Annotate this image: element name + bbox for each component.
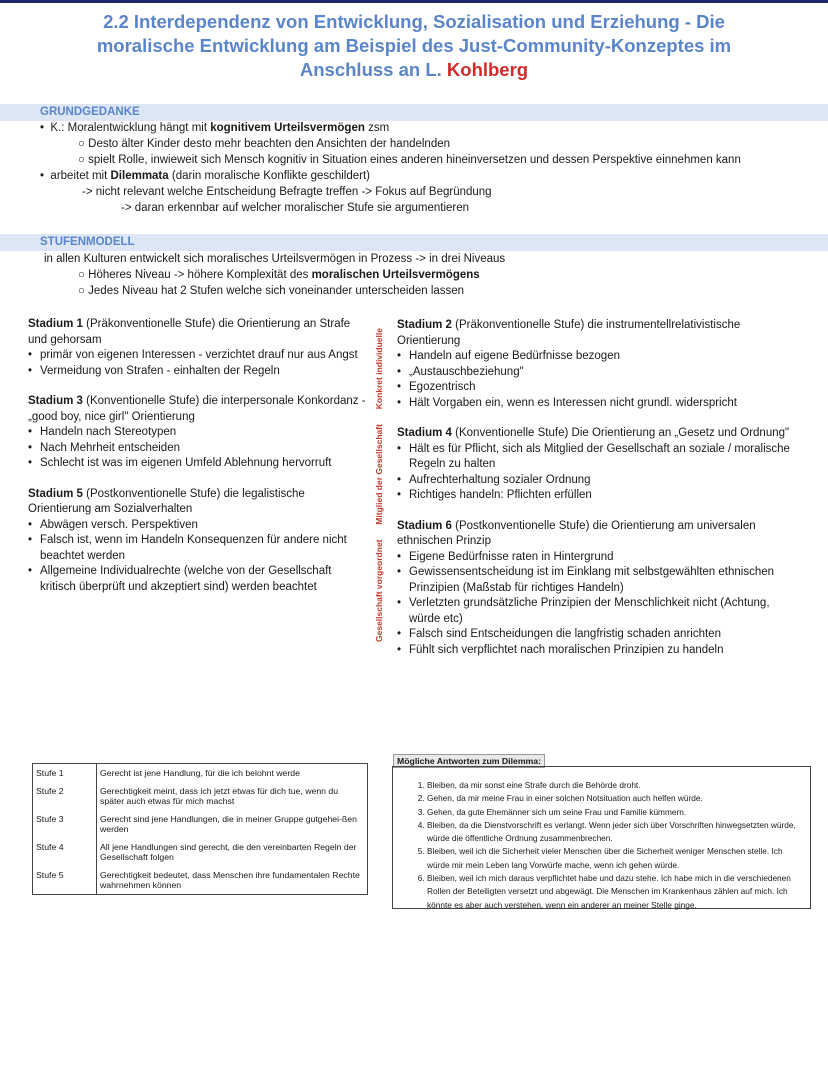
section-heading-grundgedanke: GRUNDGEDANKE — [40, 106, 140, 118]
grund-b1-pre: K.: Moralentwicklung hängt mit — [50, 122, 211, 134]
stadium-3-title: (Konventionelle Stufe) die interpersonale Konkordanz - „good boy, nice girl" Orientierung — [28, 395, 366, 423]
stadium-1-heading: Stadium 1 — [28, 318, 83, 330]
stufen-sub-1: ○ Höheres Niveau -> höhere Komplexität des moralischen Urteilsvermögens — [78, 269, 480, 281]
table-cell-key: Stufe 2 — [33, 782, 97, 810]
stufen-intro: in allen Kulturen entwickelt sich moralisches Urteilsvermögen in Prozess -> in drei Niveaus — [44, 253, 506, 265]
title-name: Kohlberg — [446, 59, 529, 80]
stadium-5-title: (Postkonventionelle Stufe) die legalistische Orientierung am Sozialverhalten — [28, 487, 305, 515]
list-item: • Hält es für Pflicht, sich als Mitglied der Gesellschaft an soziale / moralische Regeln zu halten — [397, 442, 792, 473]
list-item: • Abwägen versch. Perspektiven — [28, 518, 368, 534]
left-column — [28, 317, 368, 610]
grund-bullet-2: • arbeitet mit Dilemmata (darin moralische Konflikte geschildert) — [40, 170, 371, 182]
list-item: • Allgemeine Individualrechte (welche von der Gesellschaft kritisch überprüft und akzeptiert sind) werden beachtet — [28, 564, 368, 595]
stufen-table — [32, 763, 368, 895]
stadium-6-title: (Postkonventionelle Stufe) die Orientierung am universalen ethnischen Prinzip — [397, 519, 756, 547]
table-cell-value: Gerechtigkeit meint, dass ich jetzt etwas für dich tue, wenn du später auch etwas für mich machst — [100, 786, 339, 806]
stadium-2 — [397, 318, 792, 411]
dilemma-label: Mögliche Antworten zum Dilemma: — [393, 754, 545, 768]
table-cell-value: All jene Handlungen sind gerecht, die den vereinbarten Regeln der Gesellschaft folgen — [100, 842, 357, 862]
list-item: • Hält Vorgaben ein, wenn es Interessen nicht grundl. widerspricht — [397, 396, 792, 412]
grund-s1: Desto älter Kinder desto mehr beachten den Ansichten der handelnden — [88, 138, 451, 150]
stufen-s1-pre: Höheres Niveau -> höhere Komplexität des — [88, 269, 312, 281]
list-item: 5. Bleiben, weil ich die Sicherheit vieler Menschen über die Sicherheit weniger Menschen stelle. Ich würde mir mein Leben lang Vorwürfe mache, wenn ich gehen würde. — [427, 845, 800, 872]
list-item: • Fühlt sich verpflichtet nach moralischen Prinzipien zu handeln — [397, 643, 792, 659]
list-item: • Nach Mehrheit entscheiden — [28, 441, 368, 457]
list-item: • Gewissensentscheidung ist im Einklang mit selbstgewählten ethnischen Prinzipien (Maßstab für richtiges Handeln) — [397, 565, 792, 596]
vlabel-konkret: Konkret individuelle — [374, 328, 384, 410]
vlabel-mitglied: Mitglied der Gesellschaft — [374, 424, 384, 525]
grund-arrow-1: -> nicht relevant welche Entscheidung Befragte treffen -> Fokus auf Begründung — [82, 186, 492, 198]
stadium-1-title: (Präkonventionelle Stufe) die Orientierung an Strafe und gehorsam — [28, 318, 351, 346]
table-row — [33, 764, 368, 783]
list-item: 4. Bleiben, da die Dienstvorschrift es verlangt. Wenn jeder sich über Vorschriften hinwegsetzten würde, würde die öffentliche Ordnung zusammenbrechen. — [427, 819, 800, 846]
list-item: • primär von eigenen Interessen - verzichtet drauf nur aus Angst — [28, 348, 368, 364]
vertical-level-labels — [372, 328, 386, 642]
list-item: • Richtiges handeln: Pflichten erfüllen — [397, 488, 792, 504]
list-item: 2. Gehen, da mir meine Frau in einer solchen Notsituation auch helfen würde. — [427, 792, 800, 805]
section-band-stufenmodell — [0, 234, 828, 251]
stadium-4-title: (Konventionelle Stufe) Die Orientierung an „Gesetz und Ordnung" — [451, 427, 790, 439]
grund-sub-1: ○ Desto älter Kinder desto mehr beachten den Ansichten der handelnden — [78, 138, 451, 150]
table-cell-value: Gerecht sind jene Handlungen, die in meiner Gruppe gutgehei-ßen werden — [100, 814, 357, 834]
table-row — [33, 838, 368, 866]
grund-b2-pre: arbeitet mit — [50, 170, 111, 182]
stadium-6 — [397, 519, 792, 659]
section-band-grundgedanke — [0, 104, 828, 121]
stadium-3-heading: Stadium 3 — [28, 395, 83, 407]
stadium-4 — [397, 426, 792, 504]
dilemma-list — [409, 779, 800, 912]
page-title — [90, 10, 738, 82]
stadium-1 — [28, 317, 368, 379]
list-item: • Falsch ist, wenn im Handeln Konsequenzen für andere nicht beachtet werden — [28, 533, 368, 564]
table-cell-key: Stufe 3 — [33, 810, 97, 838]
list-item: • Schlecht ist was im eigenen Umfeld Ablehnung hervorruft — [28, 456, 368, 472]
section-heading-stufenmodell: STUFENMODELL — [40, 236, 135, 248]
list-item: 6. Bleiben, weil ich mich daraus verpflichtet habe und dazu stehe. Ich habe mich in die verschiedenen Rollen der Beteiligten versetzt und abgewägt. Die Menschen im Krankenhaus zählen auf mich. Ich könnte es aber auch verstehen, wenn ein anderer an meiner Stelle ginge. — [427, 872, 800, 912]
grund-sub-2: ○ spielt Rolle, inwieweit sich Mensch kognitiv in Situation eines anderen hineinversetzen und dessen Perspektive einnehmen kann — [78, 154, 741, 166]
stufen-s2: Jedes Niveau hat 2 Stufen welche sich voneinander unterscheiden lassen — [88, 285, 465, 297]
grund-b2-post: (darin moralische Konflikte geschildert) — [168, 170, 371, 182]
table-row — [33, 782, 368, 810]
stadium-2-heading: Stadium 2 — [397, 319, 452, 331]
table-cell-key: Stufe 4 — [33, 838, 97, 866]
list-item: • „Austauschbeziehung" — [397, 365, 792, 381]
vlabel-gesellschaft: Gesellschaft vorgeordnet — [374, 539, 384, 642]
list-item: • Falsch sind Entscheidungen die langfristig schaden anrichten — [397, 627, 792, 643]
stadium-3 — [28, 394, 368, 472]
stufen-s1-bold: moralischen Urteilsvermögens — [311, 269, 480, 281]
list-item: • Aufrechterhaltung sozialer Ordnung — [397, 473, 792, 489]
stufen-sub-2: ○ Jedes Niveau hat 2 Stufen welche sich voneinander unterscheiden lassen — [78, 285, 465, 297]
stadium-5-heading: Stadium 5 — [28, 487, 83, 500]
grund-b1-post: zsm — [364, 122, 390, 134]
title-main: 2.2 Interdependenz von Entwicklung, Sozialisation und Erziehung - Die moralische Entwicklung am Beispiel des Just-Community-Konzeptes im Anschluss an L. — [96, 11, 732, 80]
top-rule — [0, 0, 828, 3]
list-item: • Vermeidung von Strafen - einhalten der Regeln — [28, 364, 368, 380]
grund-s2: spielt Rolle, inwieweit sich Mensch kognitiv in Situation eines anderen hineinversetzen und dessen Perspektive einnehmen kann — [88, 154, 741, 166]
list-item: • Egozentrisch — [397, 380, 792, 396]
grund-arrow-2: -> daran erkennbar auf welcher moralischer Stufe sie argumentieren — [121, 202, 470, 214]
dilemma-box — [392, 766, 811, 909]
table-cell-value: Gerechtigkeit bedeutet, dass Menschen ihre fundamentalen Rechte wahrnehmen können — [100, 870, 360, 890]
stadium-5 — [28, 487, 368, 596]
right-column — [397, 318, 792, 673]
grund-bullet-1: • K.: Moralentwicklung hängt mit kognitivem Urteilsvermögen zsm — [40, 122, 390, 134]
list-item: • Handeln nach Stereotypen — [28, 425, 368, 441]
list-item: • Eigene Bedürfnisse raten in Hintergrund — [397, 550, 792, 566]
list-item: • Handeln auf eigene Bedürfnisse bezogen — [397, 349, 792, 365]
stadium-2-title: (Präkonventionelle Stufe) die instrumentellrelativistische Orientierung — [397, 319, 741, 347]
list-item: 1. Bleiben, da mir sonst eine Strafe durch die Behörde droht. — [427, 779, 800, 792]
grund-b1-bold: kognitivem Urteilsvermögen — [210, 122, 365, 134]
table-cell-key: Stufe 1 — [33, 764, 97, 783]
list-item: 3. Gehen, da gute Ehemänner sich um seine Frau und Familie kümmern. — [427, 806, 800, 819]
list-item: • Verletzten grundsätzliche Prinzipien der Menschlichkeit nicht (Achtung, würde etc) — [397, 596, 792, 627]
table-cell-key: Stufe 5 — [33, 866, 97, 895]
stadium-6-heading: Stadium 6 — [397, 519, 452, 532]
table-row — [33, 810, 368, 838]
table-row — [33, 866, 368, 895]
table-cell-value: Gerecht ist jene Handlung, für die ich belohnt werde — [100, 768, 300, 778]
stadium-4-heading: Stadium 4 — [397, 427, 452, 439]
grund-b2-bold: Dilemmata — [110, 170, 169, 182]
